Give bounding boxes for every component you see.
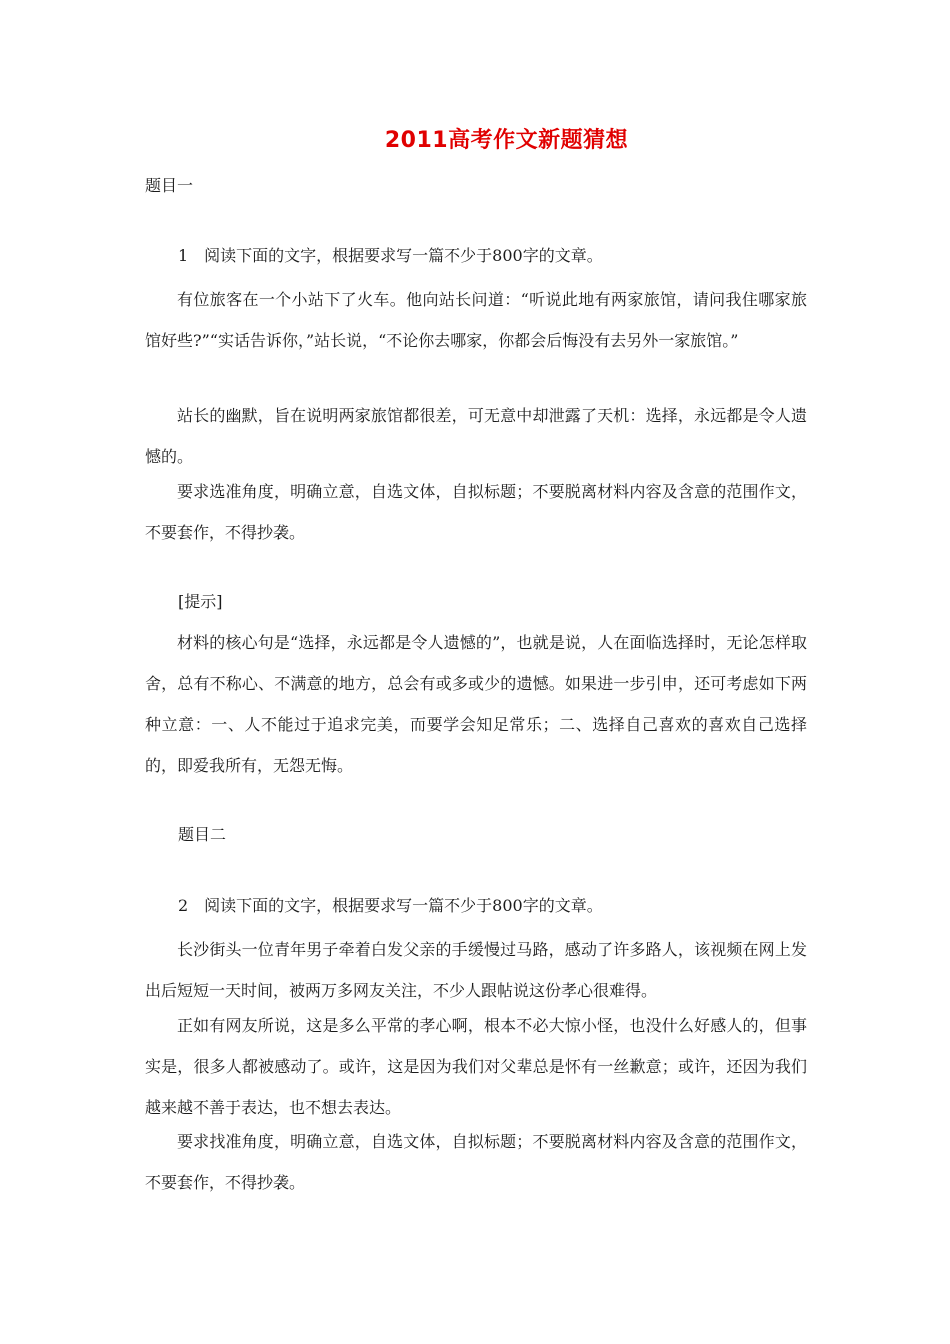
section2-paragraph-3: 要求找准角度，明确立意，自选文体，自拟标题；不要脱离材料内容及含意的范围作文，不要套作，不得抄袭。 (145, 1132, 807, 1192)
section1-paragraph-3: 要求选准角度，明确立意，自选文体，自拟标题；不要脱离材料内容及含意的范围作文，不要套作，不得抄袭。 (145, 482, 807, 542)
section1-hint-label: [提示] (178, 592, 223, 611)
section1-heading: 题目一 (145, 176, 194, 195)
section1-prompt: 1 阅读下面的文字，根据要求写一篇不少于800字的文章。 (178, 246, 603, 265)
section1-paragraph-2: 站长的幽默，旨在说明两家旅馆都很差，可无意中却泄露了天机：选择，永远都是令人遗憾的。 (145, 406, 807, 466)
section2-paragraph-2: 正如有网友所说，这是多么平常的孝心啊，根本不必大惊小怪，也没什么好感人的，但事实是，很多人都被感动了。或许，这是因为我们对父辈总是怀有一丝歉意；或许，还因为我们越来越不善于表达，也不想去表达。 (145, 1016, 807, 1117)
section1-hint-text: 材料的核心句是“选择，永远都是令人遗憾的”，也就是说，人在面临选择时，无论怎样取舍，总有不称心、不满意的地方，总会有或多或少的遗憾。如果进一步引申，还可考虑如下两种立意：一、人不能过于追求完美，而要学会知足常乐；二、选择自己喜欢的喜欢自己选择的，即爱我所有，无怨无悔。 (145, 633, 807, 775)
document-title: 2011高考作文新题猜想 (384, 128, 629, 153)
section2-prompt: 2 阅读下面的文字，根据要求写一篇不少于800字的文章。 (178, 896, 603, 915)
section2-heading: 题目二 (178, 825, 227, 844)
section1-paragraph-1: 有位旅客在一个小站下了火车。他向站长问道：“听说此地有两家旅馆，请问我住哪家旅馆好些?”“实话告诉你，”站长说，“不论你去哪家，你都会后悔没有去另外一家旅馆。” (145, 290, 807, 350)
section2-paragraph-1: 长沙街头一位青年男子牵着白发父亲的手缓慢过马路，感动了许多路人，该视频在网上发出后短短一天时间，被两万多网友关注，不少人跟帖说这份孝心很难得。 (145, 940, 807, 1000)
